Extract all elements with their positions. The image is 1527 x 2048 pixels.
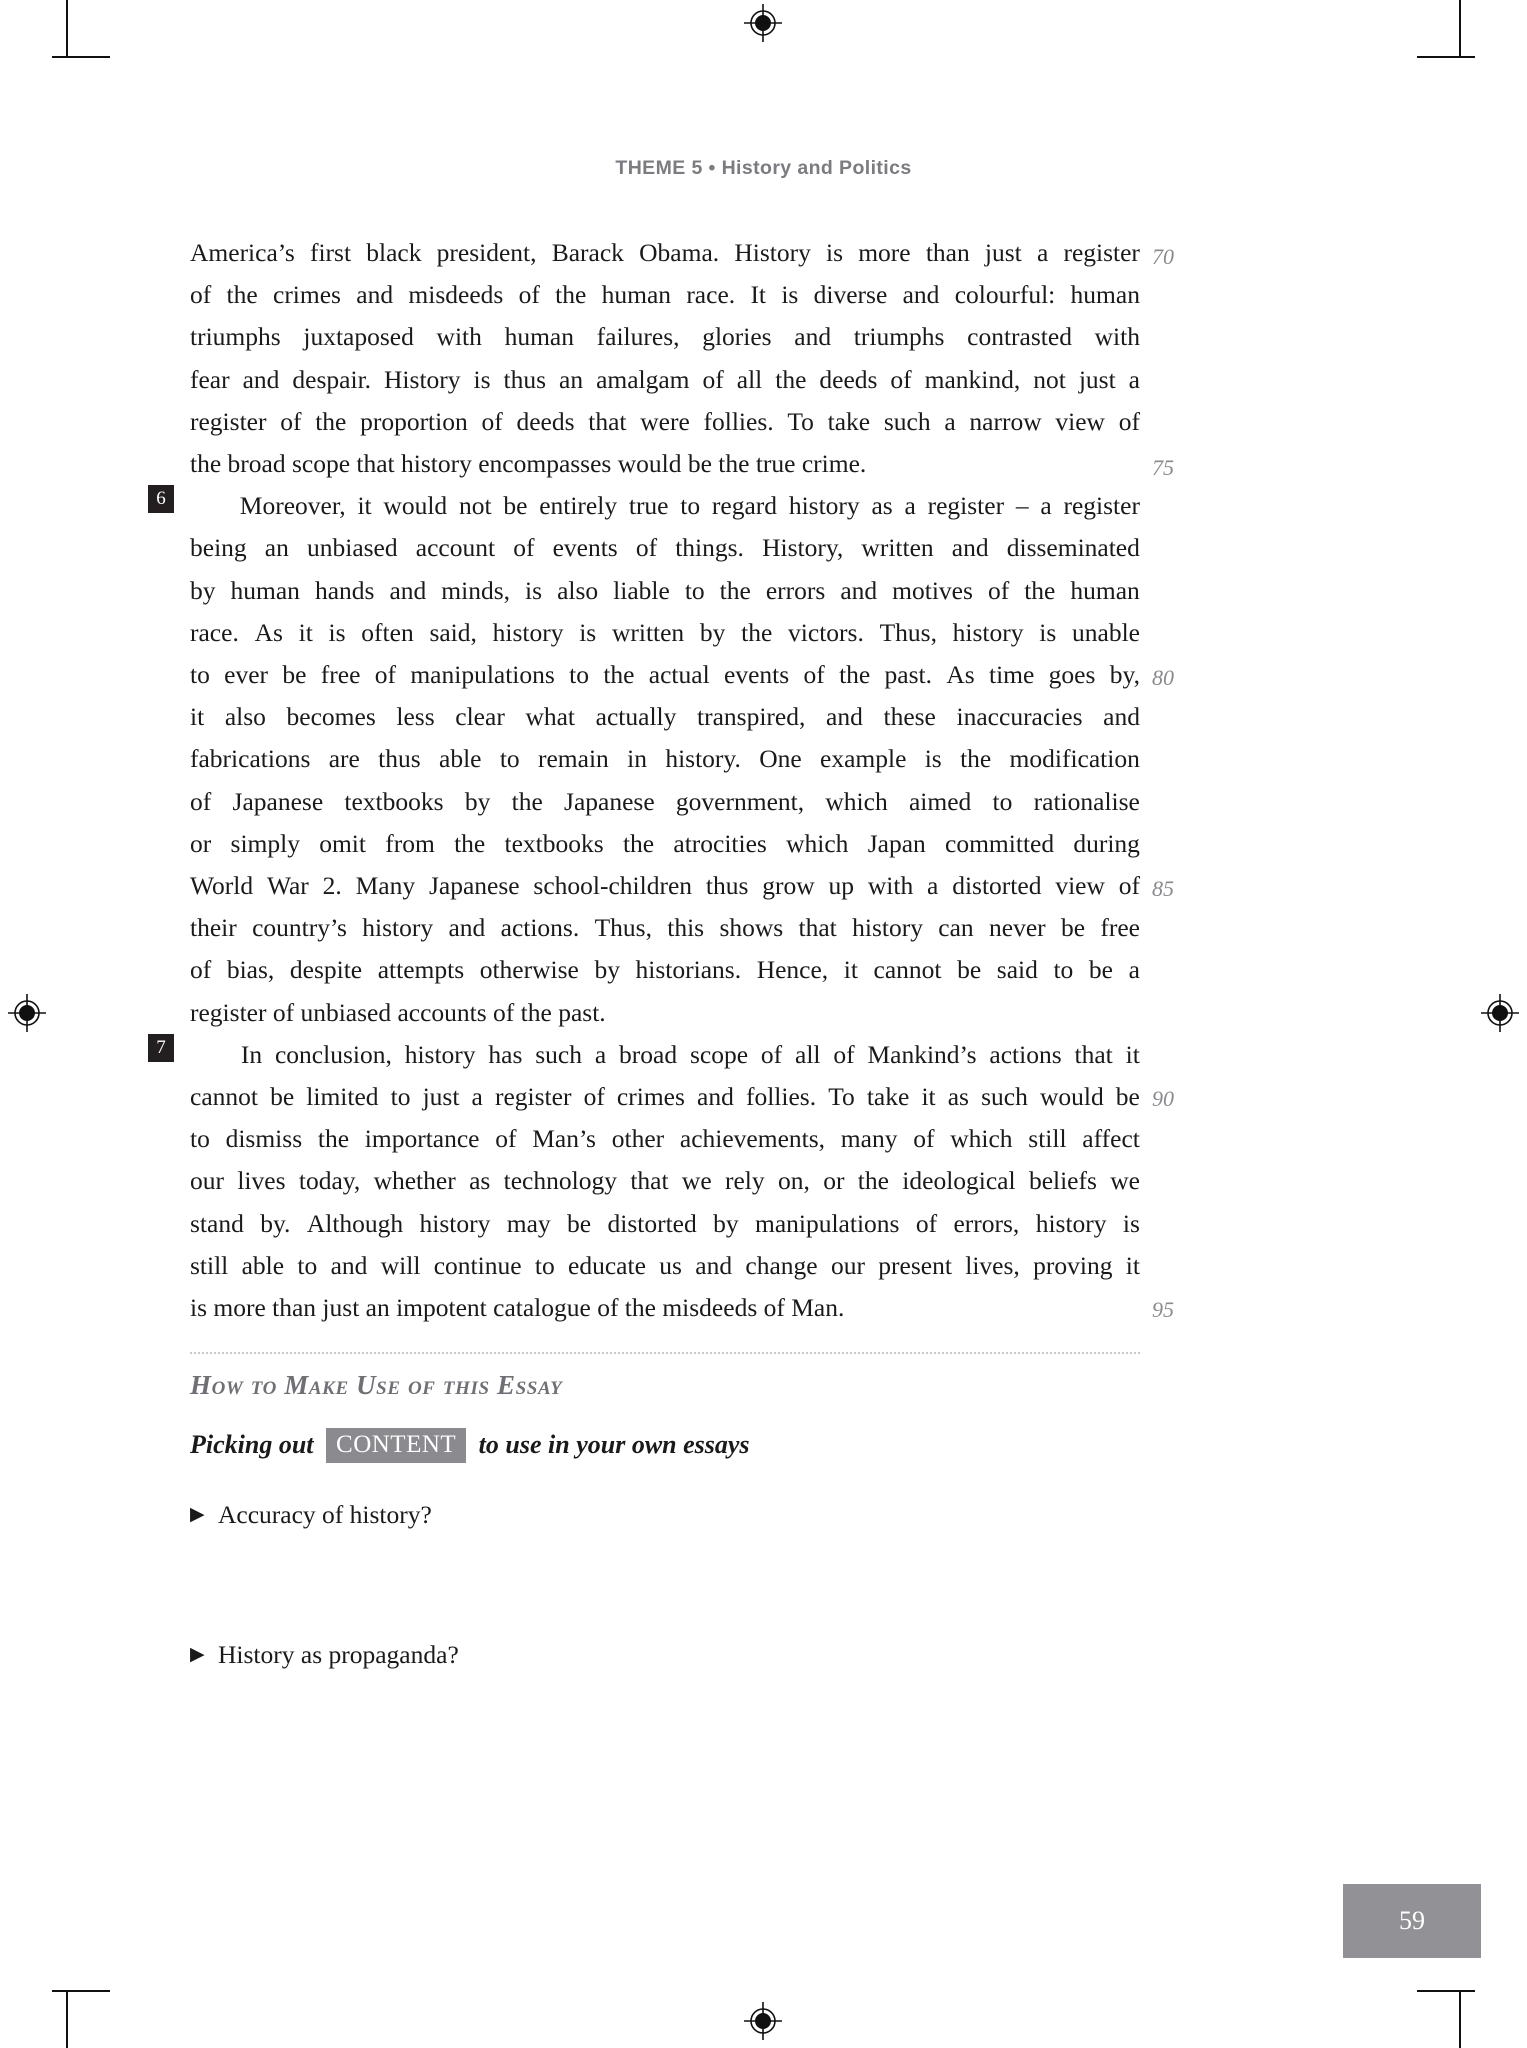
paragraph-number-badge: 6 xyxy=(148,485,174,513)
body-line: is more than just an impotent catalogue of the misdeeds of Man. xyxy=(190,1293,845,1323)
body-line: fabrications are thus able to remain in history. One example is the modification xyxy=(190,744,1140,774)
body-line: it also becomes less clear what actually transpired, and these inaccuracies and xyxy=(190,702,1140,732)
picking-suffix: to use in your own essays xyxy=(478,1430,750,1459)
body-line: of the crimes and misdeeds of the human race. It is diverse and colourful: human xyxy=(190,280,1140,310)
registration-target-icon xyxy=(742,2,784,44)
body-line: Moreover, it would not be entirely true to regard history as a register – a register xyxy=(239,491,1140,521)
howto-bullet-item xyxy=(190,1638,459,1672)
body-line: cannot be limited to just a register of crimes and follies. To take it as such would be xyxy=(190,1082,1140,1112)
line-number: 90 xyxy=(1152,1086,1174,1111)
body-line: America’s first black president, Barack Obama. History is more than just a register xyxy=(190,238,1140,267)
line-number: 70 xyxy=(1152,244,1174,269)
body-line: register of the proportion of deeds that were follies. To take such a narrow view of xyxy=(190,406,1140,436)
triangle-right-bullet-icon: ▶ xyxy=(190,1504,205,1525)
body-line: still able to and will continue to educate us and change our present lives, proving it xyxy=(190,1250,1140,1280)
crop-mark-icon xyxy=(1405,1978,1475,2048)
body-line: by human hands and minds, is also liable to the errors and motives of the human xyxy=(190,575,1140,605)
crop-mark-icon xyxy=(52,1978,122,2048)
body-line: of Japanese textbooks by the Japanese government, which aimed to rationalise xyxy=(190,786,1140,816)
howto-bullet-item xyxy=(190,1498,432,1532)
howto-section xyxy=(190,1352,1140,1401)
registration-target-icon xyxy=(742,2000,784,2042)
body-line: their country’s history and actions. Thus, this shows that history can never be free xyxy=(190,913,1140,943)
crop-mark-icon xyxy=(52,0,122,70)
triangle-right-bullet-icon: ▶ xyxy=(190,1644,205,1665)
body-paragraph xyxy=(156,1034,1140,1329)
body-line: World War 2. Many Japanese school-children thus grow up with a distorted view of xyxy=(190,871,1140,901)
line-number: 85 xyxy=(1152,876,1174,901)
picking-prefix: Picking out xyxy=(190,1430,314,1459)
body-line: of bias, despite attempts otherwise by historians. Hence, it cannot be said to be a xyxy=(190,955,1140,985)
line-number: 80 xyxy=(1152,665,1174,690)
page-number-block: 59 xyxy=(1343,1884,1481,1958)
registration-target-icon xyxy=(6,992,48,1034)
body-line: register of unbiased accounts of the past. xyxy=(190,997,606,1027)
body-line: triumphs juxtaposed with human failures, glories and triumphs contrasted with xyxy=(190,322,1140,352)
body-line: being an unbiased account of events of things. History, written and disseminated xyxy=(190,533,1140,563)
body-line: to dismiss the importance of Man’s other achievements, many of which still affect xyxy=(190,1124,1140,1154)
howto-bullet-label: History as propaganda? xyxy=(218,1640,459,1669)
paragraph-number-badge: 7 xyxy=(148,1034,174,1062)
howto-bullet-label: Accuracy of history? xyxy=(218,1500,432,1529)
section-divider xyxy=(190,1352,1140,1354)
body-line: our lives today, whether as technology that we rely on, or the ideological beliefs we xyxy=(190,1166,1140,1196)
body-text-column xyxy=(156,232,1140,1329)
body-line: or simply omit from the textbooks the atrocities which Japan committed during xyxy=(190,828,1140,858)
content-chip: CONTENT xyxy=(326,1428,466,1463)
registration-target-icon xyxy=(1479,992,1521,1034)
body-line: In conclusion, history has such a broad scope of all of Mankind’s actions that it xyxy=(240,1039,1140,1069)
body-line: the broad scope that history encompasses would be the true crime. xyxy=(190,449,867,479)
body-paragraph xyxy=(190,232,1140,485)
body-line: fear and despair. History is thus an amalgam of all the deeds of mankind, not just a xyxy=(190,364,1140,394)
picking-out-line xyxy=(190,1428,750,1463)
line-number: 75 xyxy=(1152,455,1174,480)
body-paragraph xyxy=(156,485,1140,1034)
howto-title: How to Make Use of this Essay xyxy=(190,1370,563,1400)
body-line: stand by. Although history may be distorted by manipulations of errors, history is xyxy=(190,1208,1140,1238)
body-line: race. As it is often said, history is written by the victors. Thus, history is unable xyxy=(190,617,1140,647)
line-number: 95 xyxy=(1152,1297,1174,1322)
crop-mark-icon xyxy=(1405,0,1475,70)
body-line: to ever be free of manipulations to the actual events of the past. As time goes by, xyxy=(190,660,1140,690)
running-head: THEME 5 • History and Politics xyxy=(615,157,912,179)
